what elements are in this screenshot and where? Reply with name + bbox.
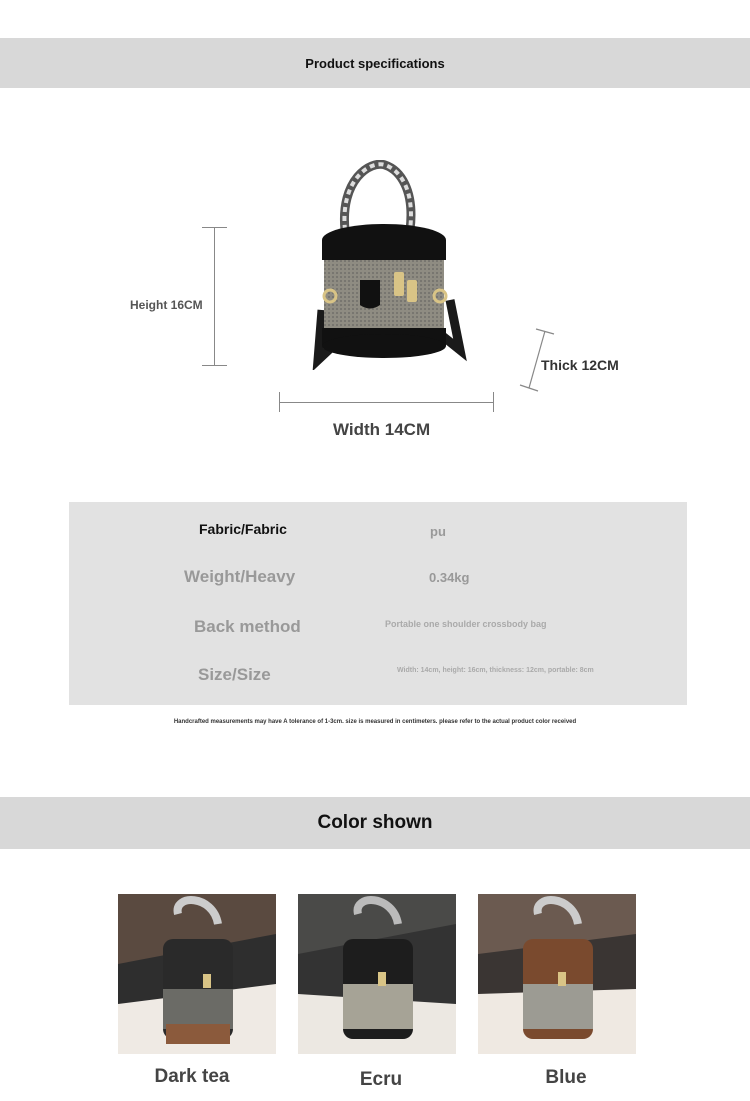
width-tick-left [279,392,280,412]
product-photo [298,894,456,1054]
width-line [279,402,494,403]
spec-label-back-method: Back method [194,617,301,636]
color-swatch-blue[interactable] [478,894,636,1054]
section-title: Color shown [317,812,433,833]
section-header-specifications [0,38,750,88]
color-swatch-ecru[interactable] [298,894,456,1054]
spec-value-back-method: Portable one shoulder crossbody bag [385,619,547,629]
spec-table [69,502,687,705]
section-header-colors [0,797,750,849]
spec-value-size: Width: 14cm, height: 16cm, thickness: 12cm, portable: 8cm [397,667,594,674]
product-photo [118,894,276,1054]
color-label-blue: Blue [545,1067,587,1088]
measurement-note: Handcrafted measurements may have A tolerance of 1-3cm. size is measured in centimeters. please refer to the actual product color received [173,719,577,725]
spec-label-weight: Weight/Heavy [184,567,296,586]
color-swatch-dark-tea[interactable] [118,894,276,1054]
height-tick-bottom [202,365,227,366]
spec-label-size: Size/Size [198,665,271,684]
width-tick-right [493,392,494,412]
section-title: Product specifications [305,55,445,71]
thick-label: Thick 12CM [541,357,619,373]
spec-value-fabric: pu [430,524,446,539]
color-label-dark-tea: Dark tea [154,1066,230,1087]
product-photo [478,894,636,1054]
height-line [214,227,215,366]
spec-label-fabric: Fabric/Fabric [199,521,287,537]
height-label: Height 16CM [130,298,203,312]
spec-value-weight: 0.34kg [429,570,470,585]
color-label-ecru: Ecru [359,1069,403,1090]
height-tick-top [202,227,227,228]
width-label: Width 14CM [333,420,431,439]
product-image [300,160,470,370]
